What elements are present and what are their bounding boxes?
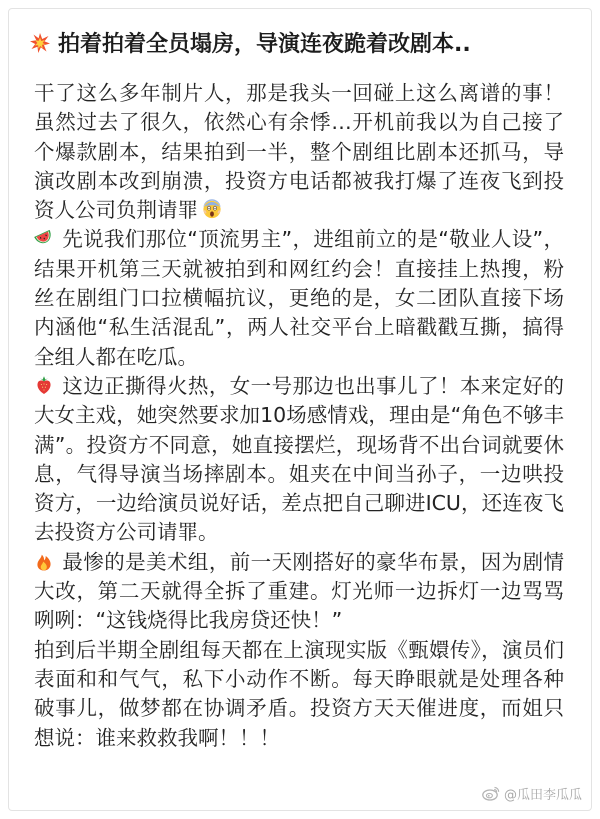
- watermark-text: @瓜田李瓜瓜: [503, 787, 582, 803]
- weibo-icon: [482, 785, 500, 801]
- screaming-face-icon: [202, 199, 222, 219]
- paragraph-text: 拍到后半期全剧组每天都在上演现实版《甄嬛传》，演员们表面和和气气，私下小动作不断。每天睁眼就是处理各种破事儿，做梦都在协调矛盾。投资方天天催进度，而姐只想说：谁来救救我啊！！！: [34, 637, 564, 750]
- paragraph-female-lead: [34, 372, 564, 548]
- paragraph-intro: [34, 79, 564, 225]
- weibo-watermark: [482, 783, 582, 803]
- strawberry-icon: [34, 375, 54, 395]
- post-body: [34, 79, 564, 753]
- paragraph-text: 干了这么多年制片人，那是我头一回碰上这么离谱的事！虽然过去了很久，依然心有余悸…开机前我以为自己接了个爆款剧本，结果拍到一半，整个剧组比剧本还抓马，导演改剧本改到崩溃，投资方电话都被我打爆了连夜飞到投资人公司负荆请罪: [34, 81, 564, 223]
- paragraph-text: 先说我们那位“顶流男主”，进组前立的是“敬业人设”，结果开机第三天就被拍到和网红约会！直接挂上热搜，粉丝在剧组门口拉横幅抗议，更绝的是，女二团队直接下场内涵他“私生活混乱”，两人社交平台上暗戳戳互撕，搞得全组人都在吃瓜。: [34, 227, 564, 369]
- post-title-line: [30, 30, 575, 60]
- fire-icon: [34, 551, 54, 571]
- collision-icon: [30, 33, 50, 53]
- post-title: 拍着拍着全员塌房，导演连夜跪着改剧本..: [58, 32, 471, 57]
- paragraph-art-team: [34, 548, 564, 636]
- paragraph-text: 最惨的是美术组，前一天刚搭好的豪华布景，因为剧情大改，第二天就得全拆了重建。灯光师一边拆灯一边骂骂咧咧：“这钱烧得比我房贷还快！”: [34, 549, 564, 633]
- paragraph-male-lead: [34, 225, 564, 371]
- paragraph-conclusion: [34, 636, 564, 753]
- watermelon-icon: [34, 228, 54, 248]
- paragraph-text: 这边正撕得火热，女一号那边也出事儿了！本来定好的大女主戏，她突然要求加10场感情戏，理由是“角色不够丰满”。投资方不同意，她直接摆烂，现场背不出台词就要休息，气得导演当场摔剧本。姐夹在中间当孙子，一边哄投资方，一边给演员说好话，差点把自己聊进ICU，还连夜飞去投资方公司请罪。: [34, 373, 564, 545]
